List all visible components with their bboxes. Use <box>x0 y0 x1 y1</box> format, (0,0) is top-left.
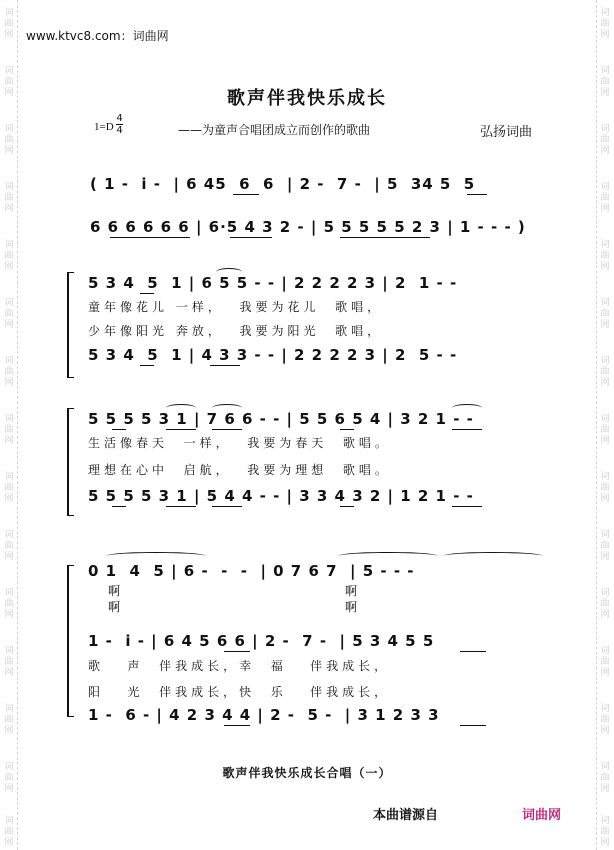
right-watermark-column <box>598 0 612 850</box>
song-subtitle: ——为童声合唱团成立而创作的歌曲 <box>178 123 371 137</box>
melody-line: 1 - i - | 6 4 5 6 6 | 2 - 7 - | 5 3 4 5 5 <box>88 632 435 650</box>
intro-line-1: ( 1 - i - | 6 45 6 6 | 2 - 7 - | 5 34 5 5 <box>90 175 476 193</box>
slur-mark <box>452 404 482 412</box>
watermark-text: 词曲网 <box>600 472 610 504</box>
watermark-text: 词曲网 <box>600 762 610 794</box>
watermark-text: 词曲网 <box>4 762 14 794</box>
source-label: 本曲谱源自 <box>373 808 439 823</box>
underline-mark <box>224 651 250 652</box>
left-page-border <box>17 0 18 850</box>
slur-mark <box>212 404 242 412</box>
right-page-border <box>596 0 597 850</box>
underline-mark <box>452 429 482 430</box>
underline-mark <box>233 194 259 195</box>
watermark-text: 词曲网 <box>600 704 610 736</box>
time-signature-top: 4 <box>116 113 123 124</box>
underline-mark <box>112 429 126 430</box>
ah-lyric-3: 啊 <box>345 584 362 598</box>
underline-mark <box>340 237 430 238</box>
watermark-text: 词曲网 <box>600 8 610 40</box>
watermark-text: 词曲网 <box>600 646 610 678</box>
watermark-text: 词曲网 <box>600 356 610 388</box>
underline-mark <box>166 506 196 507</box>
underline-mark <box>224 725 250 726</box>
watermark-text: 词曲网 <box>600 298 610 330</box>
watermark-text: 词曲网 <box>4 298 14 330</box>
underline-mark <box>340 429 354 430</box>
upper-voice-line: 0 1 4 5 | 6 - - - | 0 7 6 7 | 5 - - - <box>88 562 415 580</box>
site-url: www.ktvc8.com：词曲网 <box>26 29 169 43</box>
composer-credit: 弘扬词曲 <box>480 125 533 140</box>
key-signature: 1=D <box>94 121 114 133</box>
underline-mark <box>166 429 196 430</box>
lyric-line-1: 歌 声 伴我成长，幸 福 伴我成长， <box>88 659 391 673</box>
system-brace <box>67 408 74 516</box>
underline-mark <box>112 506 126 507</box>
watermark-text: 词曲网 <box>4 240 14 272</box>
watermark-text: 词曲网 <box>4 816 14 848</box>
underline-mark <box>340 506 354 507</box>
lyric-line-2: 少年像阳光 奔放， 我要为阳光 歌唱， <box>88 324 384 338</box>
time-signature-bottom: 4 <box>116 125 123 136</box>
watermark-text: 词曲网 <box>4 530 14 562</box>
watermark-text: 词曲网 <box>4 356 14 388</box>
ah-lyric-4: 啊 <box>345 600 362 614</box>
ah-lyric-2: 啊 <box>108 600 125 614</box>
watermark-text: 词曲网 <box>600 240 610 272</box>
watermark-text: 词曲网 <box>600 66 610 98</box>
slur-mark <box>443 552 543 560</box>
page-footer-title: 歌声伴我快乐成长合唱（一） <box>222 766 392 780</box>
watermark-text: 词曲网 <box>600 124 610 156</box>
underline-mark <box>140 293 154 294</box>
underline-mark <box>460 725 486 726</box>
watermark-text: 词曲网 <box>4 66 14 98</box>
left-watermark-column <box>2 0 16 850</box>
watermark-text: 词曲网 <box>4 588 14 620</box>
song-title: 歌声伴我快乐成长 <box>227 88 387 109</box>
harmony-line: 1 - 6 - | 4 2 3 4 4 | 2 - 5 - | 3 1 2 3 3 <box>88 706 440 724</box>
watermark-text: 词曲网 <box>4 414 14 446</box>
slur-mark <box>338 552 438 560</box>
lyric-line-2: 理想在心中 启航， 我要为理想 歌唱。 <box>88 463 391 477</box>
underline-mark <box>230 237 272 238</box>
underline-mark <box>212 506 242 507</box>
lyric-line-2: 阳 光 伴我成长，快 乐 伴我成长， <box>88 685 391 699</box>
underline-mark <box>210 365 240 366</box>
underline-mark <box>140 365 154 366</box>
harmony-line: 5 3 4 5 1 | 4 3 3 - - | 2 2 2 2 3 | 2 5 - - <box>88 346 458 364</box>
watermark-text: 词曲网 <box>4 646 14 678</box>
underline-mark <box>452 506 482 507</box>
watermark-text: 词曲网 <box>4 704 14 736</box>
watermark-text: 词曲网 <box>4 8 14 40</box>
time-signature <box>116 113 123 136</box>
slur-mark <box>166 404 196 412</box>
intro-line-2: 6 6 6 6 6 6 | 6·5 4 3 2 - | 5 5 5 5 5 2 3 | 1 - - - ) <box>90 218 526 236</box>
watermark-text: 词曲网 <box>600 182 610 214</box>
underline-mark <box>212 429 242 430</box>
watermark-text: 词曲网 <box>4 472 14 504</box>
watermark-text: 词曲网 <box>600 530 610 562</box>
watermark-text: 词曲网 <box>600 816 610 848</box>
watermark-text: 词曲网 <box>4 124 14 156</box>
lyric-line-1: 童年像花儿 一样， 我要为花儿 歌唱， <box>88 300 384 314</box>
harmony-line: 5 5 5 5 3 1 | 5 4 4 - - | 3 3 4 3 2 | 1 2 1 - - <box>88 487 474 505</box>
system-brace <box>67 272 74 378</box>
lyric-line-1: 生活像春天 一样， 我要为春天 歌唱。 <box>88 436 391 450</box>
slur-mark <box>106 552 206 560</box>
underline-mark <box>460 651 486 652</box>
watermark-text: 词曲网 <box>4 182 14 214</box>
slur-mark <box>216 268 242 276</box>
melody-line: 5 5 5 5 3 1 | 7 6 6 - - | 5 5 6 5 4 | 3 2 1 - - <box>88 410 474 428</box>
system-brace <box>67 565 74 717</box>
melody-line: 5 3 4 5 1 | 6 5 5 - - | 2 2 2 2 3 | 2 1 - - <box>88 274 458 292</box>
source-site-link[interactable]: 词曲网 <box>522 808 562 823</box>
underline-mark <box>110 237 190 238</box>
ah-lyric-1: 啊 <box>108 584 125 598</box>
watermark-text: 词曲网 <box>600 414 610 446</box>
underline-mark <box>467 194 487 195</box>
watermark-text: 词曲网 <box>600 588 610 620</box>
